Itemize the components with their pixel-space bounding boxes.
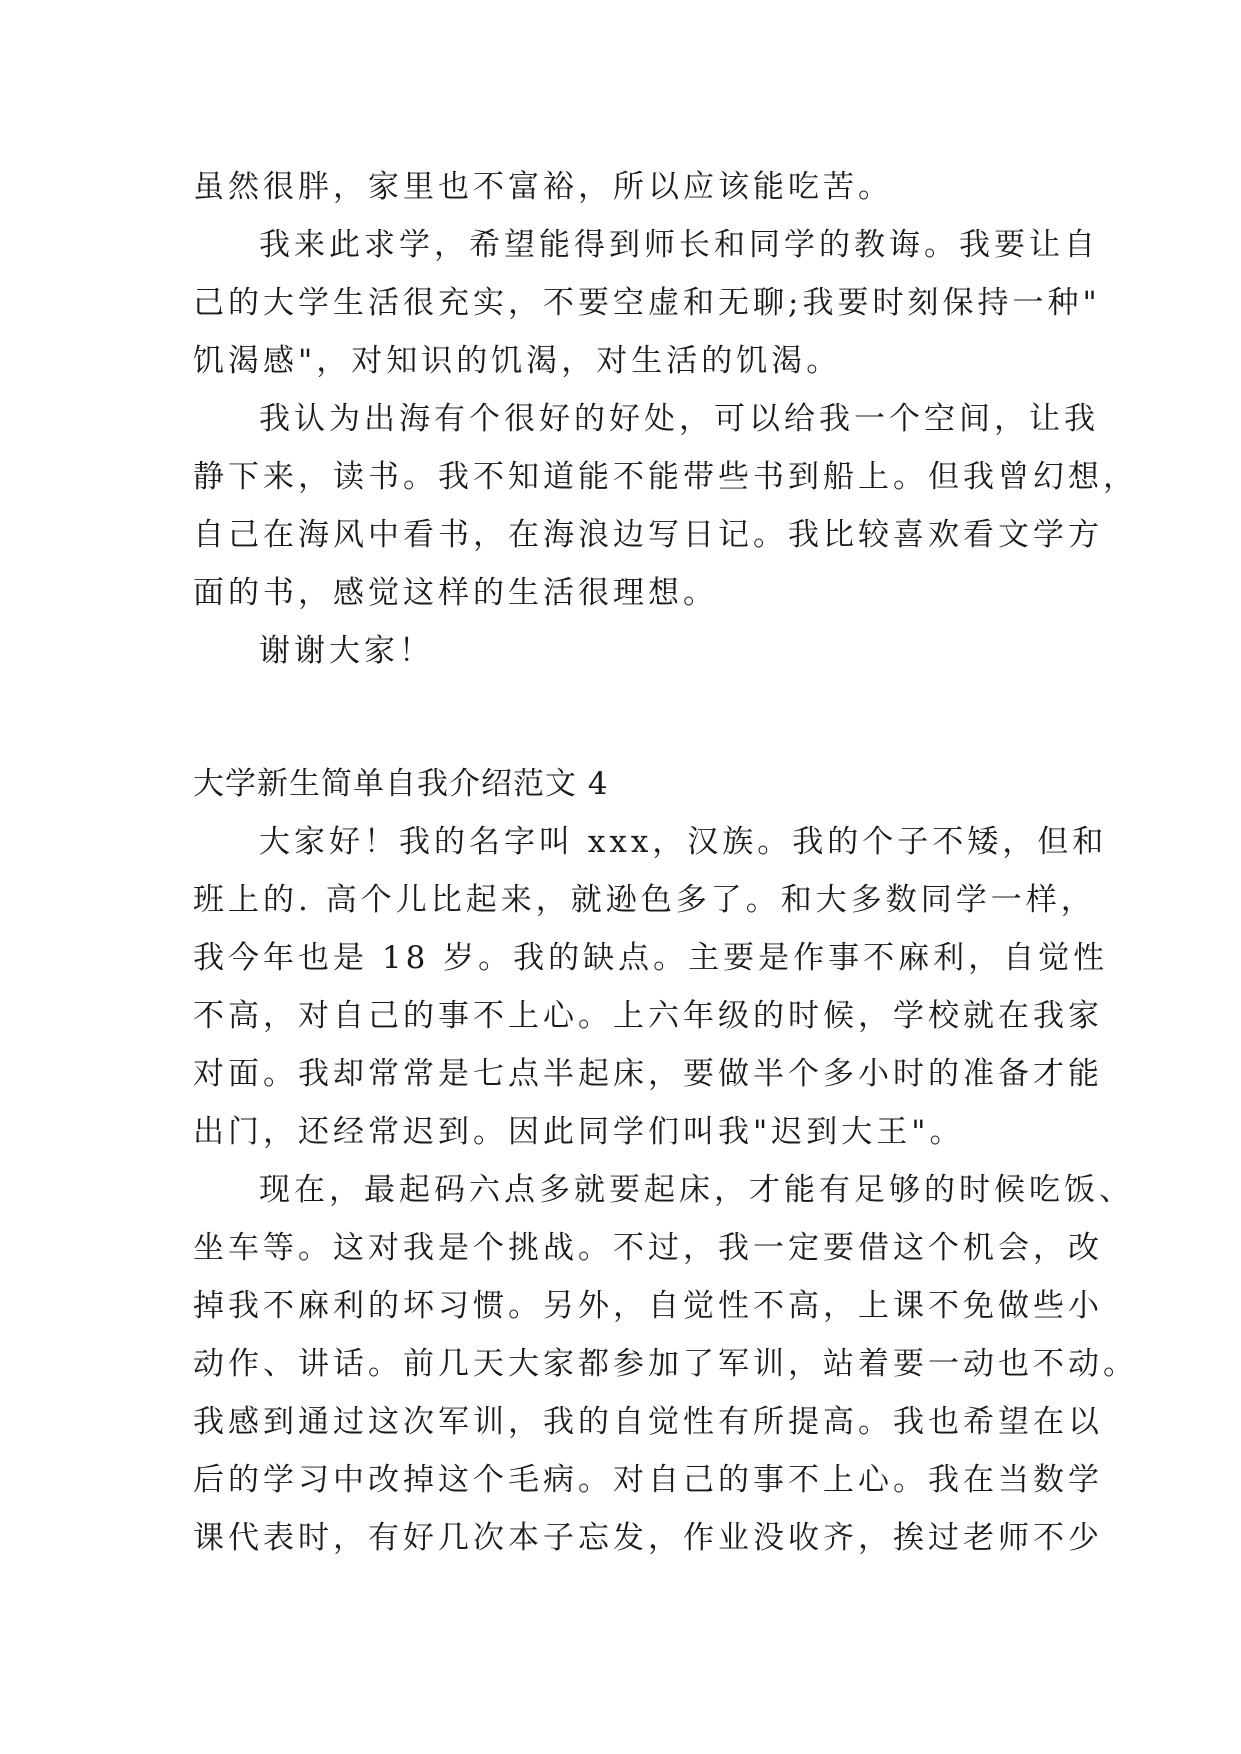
paragraph-sea-reading <box>193 390 1138 622</box>
paragraph-study-goals <box>193 216 1101 390</box>
text-line: 班上的. 高个儿比起来，就逊色多了。和大多数同学一样， <box>193 882 1096 918</box>
paragraph-introduction <box>193 813 1109 1161</box>
text-line: 后的学习中改掉这个毛病。对自己的事不上心。我在当数学 <box>193 1462 1103 1498</box>
section-heading: 大学新生简单自我介绍范文 4 <box>193 766 609 802</box>
text-line: 对面。我却常常是七点半起床，要做半个多小时的准备才能 <box>193 1056 1103 1092</box>
paragraph-thanks <box>193 622 1053 680</box>
paragraph-self-improvement <box>193 1161 1138 1567</box>
text-line: 面的书，感觉这样的生活很理想。 <box>193 575 718 611</box>
text-line: 大家好！我的名字叫 xxx，汉族。我的个子不矮，但和 <box>259 824 1108 860</box>
text-line: 虽然很胖，家里也不富裕，所以应该能吃苦。 <box>193 169 893 205</box>
text-line: 课代表时，有好几次本子忘发，作业没收齐，挨过老师不少 <box>193 1520 1103 1556</box>
text-line: 我认为出海有个很好的好处，可以给我一个空间，让我 <box>259 401 1099 437</box>
paragraph-continuation <box>193 158 1053 216</box>
text-line: 我感到通过这次军训，我的自觉性有所提高。我也希望在以 <box>193 1404 1103 1440</box>
text-line: 动作、讲话。前几天大家都参加了军训，站着要一动也不动。 <box>193 1346 1138 1382</box>
text-line: 不高，对自己的事不上心。上六年级的时候，学校就在我家 <box>193 998 1103 1034</box>
text-line: 我今年也是 18 岁。我的缺点。主要是作事不麻利，自觉性 <box>193 940 1109 976</box>
text-line: 掉我不麻利的坏习惯。另外，自觉性不高，上课不免做些小 <box>193 1288 1103 1324</box>
text-line: 出门，还经常迟到。因此同学们叫我"迟到大王"。 <box>193 1114 965 1150</box>
text-line: 饥渴感"，对知识的饥渴，对生活的饥渴。 <box>193 343 842 379</box>
text-line: 己的大学生活很充实，不要空虚和无聊;我要时刻保持一种" <box>193 285 1101 321</box>
text-line: 自己在海风中看书，在海浪边写日记。我比较喜欢看文学方 <box>193 517 1103 553</box>
text-line: 现在，最起码六点多就要起床，才能有足够的时候吃饭、 <box>259 1172 1134 1208</box>
text-line: 谢谢大家！ <box>259 633 434 669</box>
document-page <box>193 158 1138 1567</box>
text-line: 我来此求学，希望能得到师长和同学的教诲。我要让自 <box>259 227 1099 263</box>
section-spacer <box>193 680 1053 755</box>
text-line: 静下来，读书。我不知道能不能带些书到船上。但我曾幻想， <box>193 459 1138 495</box>
text-line: 坐车等。这对我是个挑战。不过，我一定要借这个机会，改 <box>193 1230 1103 1266</box>
